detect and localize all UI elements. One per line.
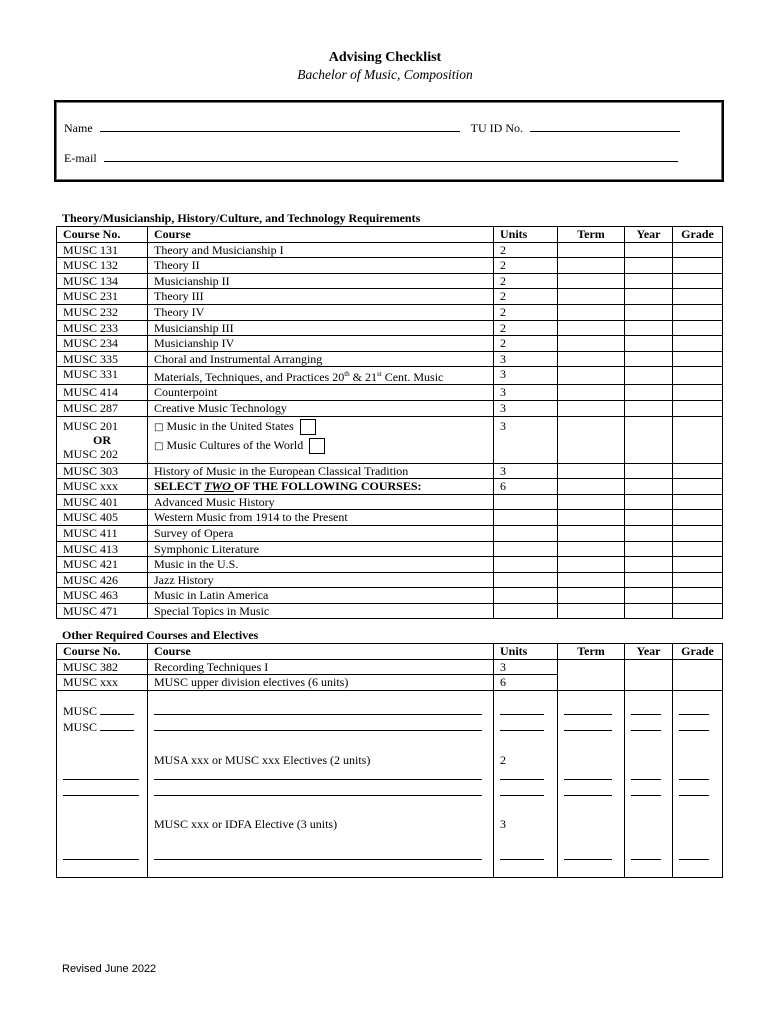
musc-entry-1[interactable]: MUSC [63, 703, 141, 719]
units: 2 [494, 320, 558, 336]
grade-cell[interactable] [673, 351, 723, 367]
course-no: MUSC 134 [57, 273, 148, 289]
elective2-no-1[interactable] [63, 768, 141, 784]
course-name: Musicianship IV [148, 336, 494, 352]
year-cell[interactable] [625, 494, 673, 510]
term-cell[interactable] [558, 525, 625, 541]
free-course-nos [57, 690, 148, 877]
table-row [57, 351, 723, 367]
year-cell[interactable] [625, 557, 673, 573]
year-cell[interactable] [625, 304, 673, 320]
grade-cell[interactable] [673, 463, 723, 479]
course-name: Musicianship II [148, 273, 494, 289]
elective3-label: MUSC xxx or IDFA Elective (3 units) [154, 816, 338, 831]
units [494, 588, 558, 604]
table-row-free-entries [57, 690, 723, 877]
course-no: MUSC xxx [57, 675, 148, 691]
units: 3 [494, 351, 558, 367]
table-row [57, 336, 723, 352]
section2-heading: Other Required Courses and Electives [62, 628, 259, 642]
course-name: MUSC upper division electives (6 units) [148, 675, 494, 691]
year-cell[interactable] [625, 463, 673, 479]
year-cell[interactable] [625, 289, 673, 305]
name-field[interactable] [100, 120, 460, 132]
table-header-row [57, 644, 723, 660]
units: 3 [494, 416, 558, 463]
grade-cell[interactable] [673, 273, 723, 289]
grade-cell[interactable] [673, 289, 723, 305]
id-field[interactable] [530, 120, 680, 132]
grade-cell[interactable] [673, 416, 723, 463]
revision-date: Revised June 2022 [62, 963, 157, 975]
table-row-382 [57, 659, 723, 675]
course-no: MUSC 131 [57, 242, 148, 258]
term-cell[interactable] [558, 479, 625, 495]
term-cell[interactable] [558, 258, 625, 274]
term-cell[interactable] [558, 572, 625, 588]
table-row [57, 541, 723, 557]
col-term: Term [558, 227, 625, 243]
term-cell[interactable] [558, 400, 625, 416]
grade-cell[interactable] [673, 400, 723, 416]
col-units: Units [494, 227, 558, 243]
course-blank-3[interactable] [154, 768, 487, 784]
grade-cell[interactable] [673, 510, 723, 526]
year-cell[interactable] [625, 258, 673, 274]
term-cell[interactable] [558, 494, 625, 510]
course-no: MUSC 413 [57, 541, 148, 557]
col-course: Course [148, 644, 494, 660]
free-units: 2 3 [494, 690, 558, 877]
table-row [57, 588, 723, 604]
course-no: MUSC 414 [57, 385, 148, 401]
course-no-choice: MUSC 201 OR MUSC 202 [57, 416, 148, 463]
electives-table [56, 643, 723, 878]
year-cell[interactable] [625, 479, 673, 495]
grade-cell[interactable] [673, 320, 723, 336]
units: 3 [494, 385, 558, 401]
course-no: MUSC 382 [57, 659, 148, 675]
grade-cell[interactable] [673, 336, 723, 352]
term-cell[interactable] [558, 351, 625, 367]
col-grade: Grade [673, 227, 723, 243]
units: 3 [494, 400, 558, 416]
section1-heading: Theory/Musicianship, History/Culture, and Technology Requirements [62, 211, 421, 225]
col-year: Year [625, 644, 673, 660]
course-name: Survey of Opera [148, 525, 494, 541]
term-cell[interactable] [558, 541, 625, 557]
year-cell[interactable] [625, 572, 673, 588]
table-row [57, 273, 723, 289]
units [494, 494, 558, 510]
course-name: Recording Techniques I [148, 659, 494, 675]
course-name: Creative Music Technology [148, 400, 494, 416]
grade-cell[interactable] [673, 385, 723, 401]
term-cell[interactable] [558, 273, 625, 289]
table-row [57, 289, 723, 305]
year-cell[interactable] [625, 416, 673, 463]
table-row-331 [57, 367, 723, 385]
year-cell[interactable] [625, 367, 673, 385]
term-cell[interactable] [558, 242, 625, 258]
table-row [57, 494, 723, 510]
free-year[interactable] [625, 690, 673, 877]
table-row [57, 304, 723, 320]
course-name: Counterpoint [148, 385, 494, 401]
term-cell[interactable] [558, 510, 625, 526]
page-subtitle: Bachelor of Music, Composition [297, 67, 473, 82]
table-header-row [57, 227, 723, 243]
course-no: MUSC 231 [57, 289, 148, 305]
year-cell[interactable] [625, 603, 673, 619]
year-cell[interactable] [625, 320, 673, 336]
course-no: MUSC 232 [57, 304, 148, 320]
term-cell[interactable] [558, 659, 625, 690]
course-no: MUSC xxx [57, 479, 148, 495]
units: 2 [494, 258, 558, 274]
name-row [64, 120, 680, 136]
table-row [57, 572, 723, 588]
email-row [64, 150, 678, 166]
units [494, 557, 558, 573]
grade-cell[interactable] [673, 304, 723, 320]
term-cell[interactable] [558, 367, 625, 385]
units: 3 [494, 367, 558, 385]
term-cell[interactable] [558, 416, 625, 463]
course-blank-5[interactable] [154, 848, 487, 864]
course-name: Theory II [148, 258, 494, 274]
year-cell[interactable] [625, 351, 673, 367]
course-name: Musicianship III [148, 320, 494, 336]
table-row-303 [57, 463, 723, 479]
course-no: MUSC 405 [57, 510, 148, 526]
email-label: E-mail [64, 151, 97, 165]
course-no: MUSC 426 [57, 572, 148, 588]
course-name: Theory III [148, 289, 494, 305]
grade-cell[interactable] [673, 588, 723, 604]
grade-cell[interactable] [673, 541, 723, 557]
table-row [57, 385, 723, 401]
select-instruction: SELECT TWO OF THE FOLLOWING COURSES: [148, 479, 494, 495]
grade-cell[interactable] [673, 572, 723, 588]
email-field[interactable] [104, 150, 678, 162]
term-cell[interactable] [558, 336, 625, 352]
table-row-choice [57, 416, 723, 463]
course-no: MUSC 401 [57, 494, 148, 510]
course-no: MUSC 411 [57, 525, 148, 541]
units [494, 510, 558, 526]
term-cell[interactable] [558, 557, 625, 573]
course-name: Jazz History [148, 572, 494, 588]
year-cell[interactable] [625, 273, 673, 289]
table-row-select [57, 479, 723, 495]
free-grade[interactable] [673, 690, 723, 877]
course-no: MUSC 234 [57, 336, 148, 352]
units: 3 [494, 463, 558, 479]
table-row [57, 510, 723, 526]
units: 2 [494, 336, 558, 352]
table-row [57, 400, 723, 416]
term-cell[interactable] [558, 588, 625, 604]
col-year: Year [625, 227, 673, 243]
table-row [57, 525, 723, 541]
musc-entry-2[interactable]: MUSC [63, 719, 141, 735]
elective2-no-2[interactable] [63, 784, 141, 800]
year-cell[interactable] [625, 659, 673, 690]
id-label: TU ID No. [470, 121, 523, 135]
course-no: MUSC 421 [57, 557, 148, 573]
year-cell[interactable] [625, 336, 673, 352]
course-blank-2[interactable] [154, 719, 487, 735]
name-label: Name [64, 121, 93, 135]
course-name: Advanced Music History [148, 494, 494, 510]
units: 2 [494, 304, 558, 320]
course-no: MUSC 331 [57, 367, 148, 385]
units: 2 [494, 273, 558, 289]
table-row [57, 603, 723, 619]
grade-cell[interactable] [673, 242, 723, 258]
table-row [57, 320, 723, 336]
grade-cell[interactable] [673, 258, 723, 274]
course-blank-4[interactable] [154, 784, 487, 800]
checkbox-music-cultures[interactable] [309, 438, 325, 454]
year-cell[interactable] [625, 385, 673, 401]
course-name: Music in the U.S. [148, 557, 494, 573]
course-name: Theory IV [148, 304, 494, 320]
col-grade: Grade [673, 644, 723, 660]
units: 2 [494, 289, 558, 305]
grade-cell[interactable] [673, 659, 723, 690]
grade-cell[interactable] [673, 494, 723, 510]
course-no: MUSC 287 [57, 400, 148, 416]
course-name: Theory and Musicianship I [148, 242, 494, 258]
student-info-box [54, 100, 724, 182]
year-cell[interactable] [625, 510, 673, 526]
grade-cell[interactable] [673, 367, 723, 385]
col-course-no: Course No. [57, 644, 148, 660]
term-cell[interactable] [558, 463, 625, 479]
course-name: Western Music from 1914 to the Present [148, 510, 494, 526]
course-name: Materials, Techniques, and Practices 20th & 21st Cent. Music [148, 367, 494, 385]
term-cell[interactable] [558, 320, 625, 336]
grade-cell[interactable] [673, 479, 723, 495]
units [494, 603, 558, 619]
free-term[interactable] [558, 690, 625, 877]
units [494, 572, 558, 588]
course-no: MUSC 132 [57, 258, 148, 274]
year-cell[interactable] [625, 541, 673, 557]
course-name: History of Music in the European Classical Tradition [148, 463, 494, 479]
checkbox-music-us[interactable] [300, 419, 316, 435]
year-cell[interactable] [625, 525, 673, 541]
course-no: MUSC 233 [57, 320, 148, 336]
units: 3 [494, 659, 558, 675]
course-choice: □ Music in the United States □ Music Cultures of the World [148, 416, 494, 463]
col-term: Term [558, 644, 625, 660]
free-course-names [148, 690, 494, 877]
col-course-no: Course No. [57, 227, 148, 243]
term-cell[interactable] [558, 603, 625, 619]
course-blank-1[interactable] [154, 703, 487, 719]
term-cell[interactable] [558, 304, 625, 320]
units: 6 [494, 675, 558, 691]
requirements-table [56, 226, 723, 619]
grade-cell[interactable] [673, 525, 723, 541]
table-row [57, 557, 723, 573]
course-name: Choral and Instrumental Arranging [148, 351, 494, 367]
year-cell[interactable] [625, 242, 673, 258]
course-name: Symphonic Literature [148, 541, 494, 557]
course-name: Music in Latin America [148, 588, 494, 604]
table-row [57, 242, 723, 258]
units: 6 [494, 479, 558, 495]
elective2-label: MUSA xxx or MUSC xxx Electives (2 units) [154, 752, 371, 767]
col-course: Course [148, 227, 494, 243]
grade-cell[interactable] [673, 557, 723, 573]
units [494, 541, 558, 557]
term-cell[interactable] [558, 289, 625, 305]
page-title: Advising Checklist [328, 50, 442, 65]
year-cell[interactable] [625, 400, 673, 416]
units [494, 525, 558, 541]
year-cell[interactable] [625, 588, 673, 604]
elective3-no[interactable] [63, 848, 141, 864]
table-row [57, 258, 723, 274]
units: 2 [494, 242, 558, 258]
course-no: MUSC 471 [57, 603, 148, 619]
grade-cell[interactable] [673, 603, 723, 619]
course-no: MUSC 303 [57, 463, 148, 479]
col-units: Units [494, 644, 558, 660]
course-no: MUSC 335 [57, 351, 148, 367]
course-name: Special Topics in Music [148, 603, 494, 619]
term-cell[interactable] [558, 385, 625, 401]
course-no: MUSC 463 [57, 588, 148, 604]
